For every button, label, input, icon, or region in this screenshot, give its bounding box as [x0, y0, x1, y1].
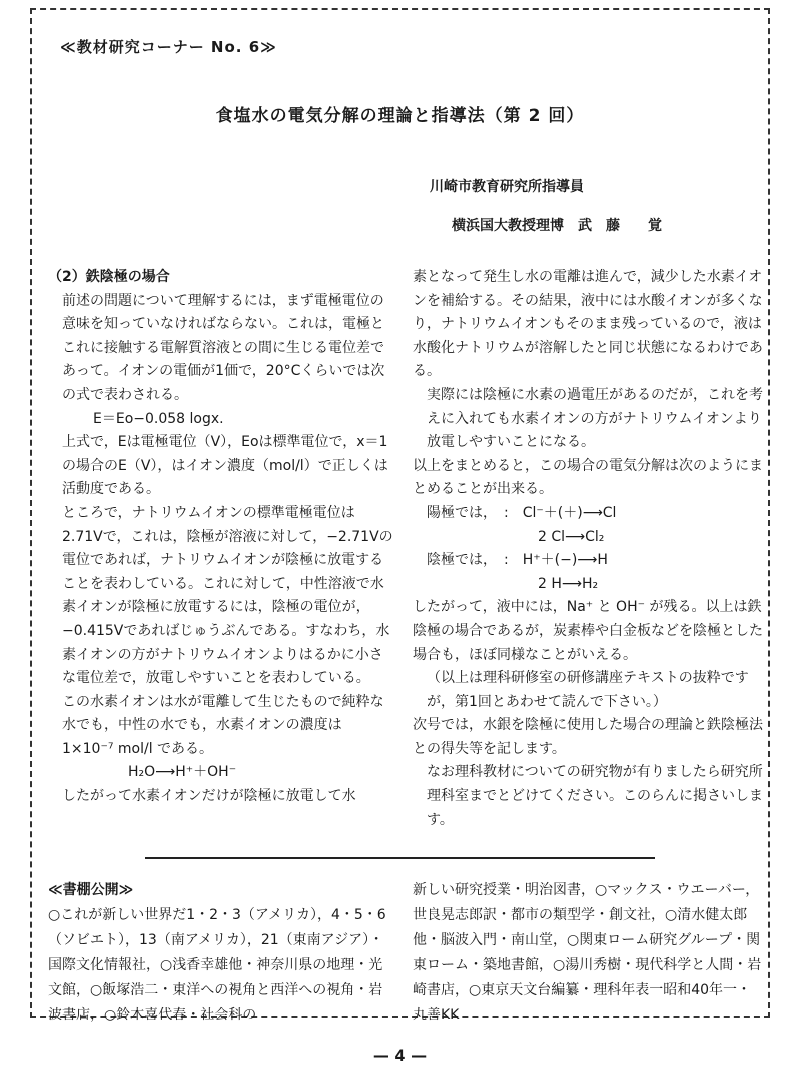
- equation: E＝Eo−0.058 logx.: [93, 410, 224, 427]
- equation: H₂O⟶H⁺＋OH⁻: [128, 764, 237, 781]
- article-title: 食塩水の電気分解の理論と指導法（第 2 回）: [215, 106, 585, 126]
- bookshelf-heading: ≪書棚公開≫: [48, 882, 134, 898]
- reaction-anode-2: 2 Cl⟶Cl₂: [538, 528, 605, 545]
- corner-label: ≪教材研究コーナー No. 6≫: [60, 38, 277, 56]
- paragraph: 以上をまとめると，この場合の電気分解は次のようにまとめることが出来る。: [413, 457, 763, 498]
- paragraph: ところで，ナトリウムイオンの標準電極電位は2.71Vで，これは，陰極が溶液に対して，−2.71Vの電位であれば，ナトリウムイオンが陰極に放電することを表わしている。これに対して，中性溶液で水素イオンが陰極に放電するには，陰極の電位が，−0.415Vであればじゅうぶんである。すなわち，水素イオンの方がナトリウムイオンよりはるかに小さな電位差で，放電しやすいことを表わしている。: [62, 504, 393, 687]
- paragraph: なお理科教材についての研究物が有りましたら研究所理科室までとどけてください。このらんに掲さいします。: [427, 764, 763, 828]
- paragraph: 上式で，Eは電極電位（V），Eoは標準電位で，x＝1の場合のE（V），はイオン濃度（mol/l）で正しくは活動度である。: [62, 434, 388, 498]
- reaction-cathode-2: 2 H⟶H₂: [538, 575, 599, 592]
- section-divider: [145, 857, 655, 859]
- bookshelf-left: [48, 878, 393, 1028]
- right-column: [413, 266, 763, 832]
- reaction-cathode: 陰極では， : H⁺＋(−)⟶H: [427, 552, 608, 569]
- bookshelf-right: [413, 878, 763, 1028]
- paragraph: この水素イオンは水が電離して生じたもので純粋な水でも，中性の水でも，水素イオンの濃度は1×10⁻⁷ mol/l である。: [62, 693, 384, 757]
- paragraph: 前述の問題について理解するには，まず電極電位の意味を知っていなければならない。これは，電極とこれに接触する電解質溶液との間に生じる電位差であって。イオンの電価が1価で，20°Cくらいでは次の式で表わされる。: [62, 292, 385, 403]
- page-number: — 4 —: [372, 1046, 428, 1065]
- paragraph: したがって水素イオンだけが陰極に放電して水: [62, 788, 356, 805]
- paragraph: したがって，液中には，Na⁺ と OH⁻ が残る。以上は鉄陰極の場合であるが，炭素棒や白金板などを陰極とした場合も，ほぼ同様なことがいえる。: [413, 599, 763, 663]
- left-column: [48, 266, 393, 809]
- paragraph: 次号では，水銀を陰極に使用した場合の理論と鉄陰極法との得失等を記します。: [413, 717, 763, 757]
- section-heading: （2）鉄陰極の場合: [48, 269, 170, 285]
- paragraph: 実際には陰極に水素の過電圧があるのだが，これを考えに入れても水素イオンの方がナトリウムイオンより放電しやすいことになる。: [427, 386, 763, 451]
- bookshelf-text: 新しい研究授業・明治図書，○マックス・ウエーバー，世良晃志郎訳・都市の類型学・創文社，○清水健太郎他・脳波入門・南山堂，○関東ローム研究グループ・関東ローム・築地書館，○湯川秀樹・現代科学と人間・岩崎書店，○東京天文台編纂・理科年表一昭和40年一・丸善KK: [413, 882, 762, 1023]
- paragraph: 素となって発生し水の電離は進んで，減少した水素イオンを補給する。その結果，液中には水酸イオンが多くなり，ナトリウムイオンもそのまま残っているので，液は水酸化ナトリウムが溶解したと同じ状態になるわけである。: [413, 269, 763, 380]
- author-affiliation-1: 川崎市教育研究所指導員: [430, 179, 584, 195]
- reaction-anode: 陽極では， : Cl⁻＋(＋)⟶Cl: [427, 504, 617, 521]
- paragraph: （以上は理科研修室の研修講座テキストの抜粋ですが，第1回とあわせて読んで下さい。）: [427, 670, 749, 710]
- bookshelf-text: ○これが新しい世界だ1・2・3（アメリカ），4・5・6（ソビエト），13（南アメリカ），21（東南アジア）・国際文化情報社，○浅香幸雄他・神奈川県の地理・光文館，○飯塚浩二・東洋への視角と西洋への視角・岩波書店，○鈴木喜代春・社会科の: [48, 907, 386, 1023]
- author-affiliation-2: 横浜国大教授理博 武 藤 覚: [452, 218, 662, 234]
